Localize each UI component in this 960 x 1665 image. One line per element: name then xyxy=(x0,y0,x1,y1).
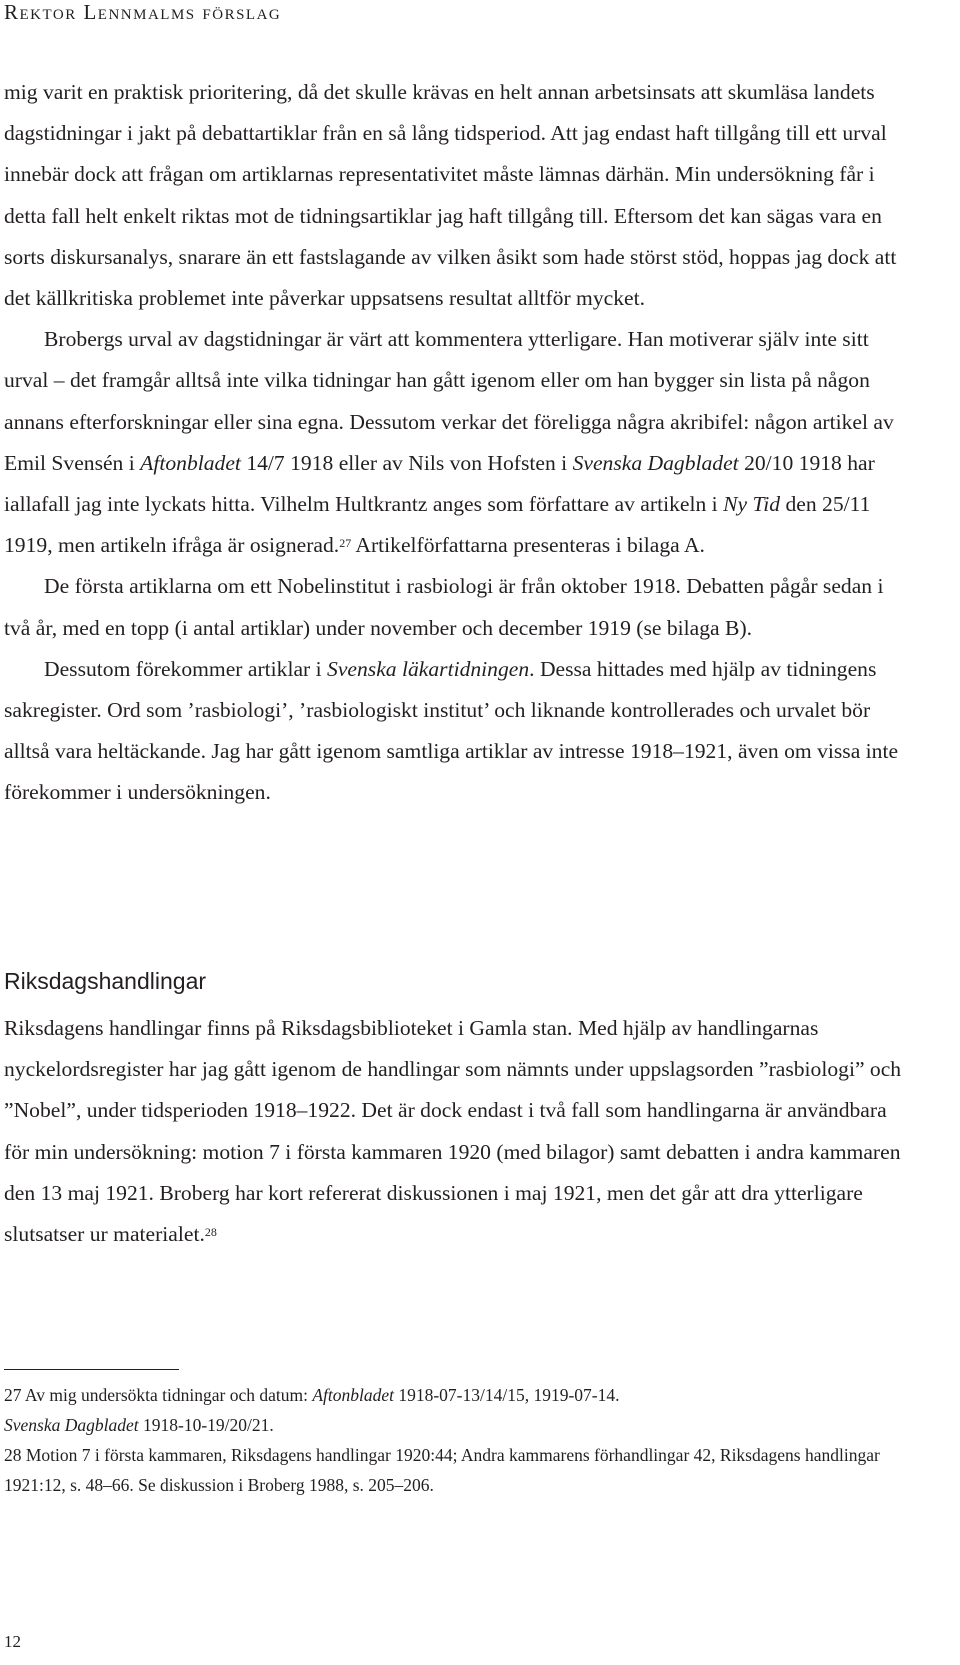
text-run: mig varit en praktisk prioritering, då det skulle krävas en helt annan arbetsinsats att skumläsa landets dagstidningar i jakt på debattartiklar från en så lång tidsperiod. Att jag endast haft tillgång till ett urval innebär dock att frågan om artiklarnas representativitet måste lämnas därhän. Min undersökning får i detta fall helt enkelt riktas mot de tidningsartiklar jag haft tillgång till. Eftersom det kan sägas vara en sorts diskursanalys, snarare än ett fastslagande av vilken åsikt som hade störst stöd, hoppas jag dock att det källkritiska problemet inte påverkar uppsatsens resultat alltför mycket. xyxy=(4,80,897,311)
paragraph xyxy=(4,566,904,648)
text-run: Artikelförfattarna presenteras i bilaga A. xyxy=(351,533,705,558)
text-run: 20/10 1918 har iallafall jag inte lyckats hitta. Vilhelm Hultkrantz anges som författare av artikeln i xyxy=(4,450,875,517)
footnote xyxy=(4,1440,914,1500)
text-run: Brobergs urval av dagstidningar är värt att kommentera ytterligare. Han motiverar själv inte sitt urval – det framgår alltså inte vilka tidningar han gått igenom eller om han bygger sin lista på någon annans efterforskningar eller sina egna. Dessutom verkar det föreligga några akribifel: någon artikel av Emil Svensén i xyxy=(4,327,894,475)
italic-title: Ny Tid xyxy=(723,492,781,517)
italic-title: Svenska Dagbladet xyxy=(572,450,739,475)
page-number: 12 xyxy=(4,1632,21,1651)
text-run: De första artiklarna om ett Nobelinstitut i rasbiologi är från oktober 1918. Debatten pågår sedan i två år, med en topp (i antal artiklar) under november och december 1919 (se bilaga B). xyxy=(4,574,884,640)
text-run: 14/7 1918 eller av Nils von Hofsten i xyxy=(240,450,573,475)
paragraph xyxy=(4,319,904,566)
text-run: 1918-10-19/20/21. xyxy=(138,1415,274,1435)
footnote-rule xyxy=(4,1369,179,1370)
footnote-ref: 27 xyxy=(339,536,352,551)
italic-title: Svenska läkartidningen xyxy=(327,656,530,681)
text-run: Riksdagens handlingar finns på Riksdagsbiblioteket i Gamla stan. Med hjälp av handlingarnas nyckelordsregister har jag gått igenom de handlingar som nämnts under uppslagsorden ”rasbiologi” och ”Nobel”, under tidsperioden 1918–1922. Det är dock endast i två fall som handlingarna är användbara för min undersökning: motion 7 i första kammaren 1920 (med bilagor) samt debatten i andra kammaren den 13 maj 1921. Broberg har kort refererat diskussionen i maj 1921, men det går att dra ytterligare slutsatser ur materialet. xyxy=(4,1016,902,1247)
paragraph xyxy=(4,72,904,319)
paragraph xyxy=(4,1008,904,1255)
text-run: 1918-07-13/14/15, 1919-07-14. xyxy=(393,1385,620,1405)
italic-title: Aftonbladet xyxy=(312,1385,394,1405)
body-text xyxy=(4,72,904,814)
text-run: . Dessa hittades med hjälp av tidningens sakregister. Ord som ’rasbiologi’, ’rasbiologiskt institut’ och liknande kontrollerades och urvalet bör alltså vara heltäckande. Jag har gått igenom samtliga artiklar av intresse 1918–1921, även om vissa inte förekommer i undersökningen. xyxy=(4,656,899,805)
section-heading: Riksdagshandlingar xyxy=(4,968,207,994)
paragraph xyxy=(4,649,904,814)
text-run: 28 Motion 7 i första kammaren, Riksdagens handlingar 1920:44; Andra kammarens förhandlingar 42, Riksdagens handlingar 1921:12, s. 48–66. Se diskussion i Broberg 1988, s. 205–206. xyxy=(4,1445,880,1495)
footnote xyxy=(4,1380,914,1410)
running-header: Rektor Lennmalms förslag xyxy=(4,0,282,24)
footnote xyxy=(4,1410,914,1440)
text-run: den 25/11 1919, men artikeln ifråga är osignerad. xyxy=(4,492,871,558)
footnote-ref: 28 xyxy=(204,1225,217,1240)
italic-title: Svenska Dagbladet xyxy=(4,1415,139,1435)
italic-title: Aftonbladet xyxy=(140,450,241,475)
footnotes xyxy=(4,1380,914,1500)
text-run: Dessutom förekommer artiklar i xyxy=(44,656,328,681)
text-run: 27 Av mig undersökta tidningar och datum: xyxy=(4,1385,313,1405)
section-text xyxy=(4,1008,904,1255)
